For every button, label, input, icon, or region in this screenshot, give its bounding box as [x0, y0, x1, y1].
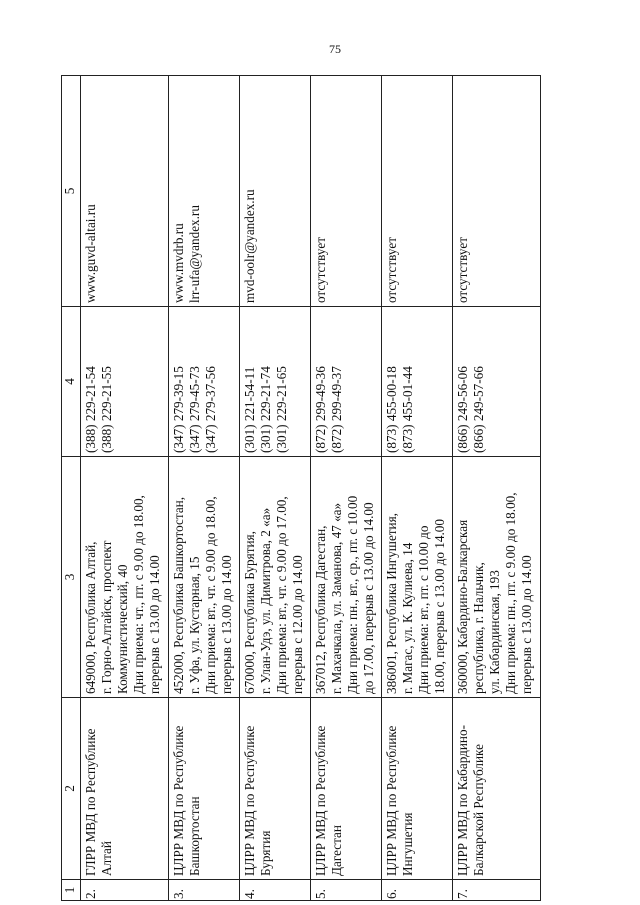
website-email: www.mvdrb.ru: [170, 223, 186, 303]
address-line: перерыв с 13.00 до 14.00: [147, 555, 162, 694]
website-email: отсутствует: [384, 237, 400, 303]
column-header: 3: [62, 457, 81, 698]
row-number-cell: [81, 880, 169, 901]
address-line: Дни приема: пн., вт., ср., пт. с 10.00: [344, 495, 360, 694]
address-cell: [168, 457, 239, 698]
row-number: 6.: [384, 889, 400, 899]
contact-cell: [81, 76, 169, 307]
address-line: г. Магас, ул. К. Кулиева, 14: [400, 542, 416, 694]
address-line: г. Улан-Удэ, ул. Димитрова, 2 «а»: [257, 507, 273, 694]
website-email: www.guvd-altai.ru: [83, 204, 98, 303]
phone-number: (347) 279-45-73: [186, 366, 202, 453]
row-number: 2.: [83, 889, 98, 899]
table-row: [382, 76, 453, 901]
table-row: [239, 76, 310, 901]
table-body: [81, 76, 541, 901]
website-email: lrr-ufa@yandex.ru: [186, 205, 202, 303]
address-line: 367012, Республика Дагестан,: [312, 525, 328, 694]
organization-cell: [81, 698, 169, 880]
phone-number: (347) 279-37-56: [202, 366, 218, 453]
organization-cell: [382, 698, 453, 880]
address-line: Дни приема: вт., чт. с 9.00 до 18.00,: [202, 496, 218, 694]
row-number-cell: [168, 880, 239, 901]
table-row: [453, 76, 541, 901]
website-email: отсутствует: [455, 237, 471, 303]
column-header: 5: [62, 76, 81, 307]
row-number-cell: [310, 880, 381, 901]
phone-number: (388) 229-21-55: [99, 366, 114, 453]
address-line: 386001, Республика Ингушетия,: [384, 513, 400, 694]
contact-cell: [453, 76, 541, 307]
address-cell: [239, 457, 310, 698]
column-header: 1: [62, 880, 81, 901]
website-email: отсутствует: [312, 237, 328, 303]
phone-number: (301) 221-54-11: [241, 366, 257, 453]
address-line: Коммунистический, 40: [115, 564, 130, 694]
address-line: до 17.00, перерыв с 13.00 до 14.00: [360, 502, 376, 694]
organization-name: ЦЛРР МВД по Республике Башкортостан: [170, 725, 202, 876]
row-number-cell: [239, 880, 310, 901]
phone-cell: [453, 307, 541, 457]
authorities-table: [61, 75, 541, 901]
row-number: 5.: [312, 889, 328, 899]
address-line: г. Махачкала, ул. Заманова, 47 «а»: [328, 502, 344, 694]
address-line: 452000, Республика Башкортостан,: [170, 496, 186, 694]
address-line: перерыв с 13.00 до 14.00: [218, 555, 234, 694]
organization-cell: [453, 698, 541, 880]
header-row: [62, 76, 81, 901]
address-cell: [453, 457, 541, 698]
address-line: Дни приема: вт., чт. с 9.00 до 17.00,: [273, 496, 289, 694]
phone-number: (873) 455-01-44: [400, 366, 416, 453]
contact-cell: [168, 76, 239, 307]
row-number: 3.: [170, 889, 186, 899]
phone-number: (873) 455-00-18: [384, 366, 400, 453]
rotated-table-wrapper: [61, 76, 541, 901]
row-number-cell: [382, 880, 453, 901]
phone-number: (866) 249-57-66: [471, 366, 487, 453]
organization-name: ГЛРР МВД по Республике Алтай: [83, 728, 114, 876]
phone-cell: [168, 307, 239, 457]
phone-number: (872) 299-49-36: [312, 366, 328, 453]
table-row: [310, 76, 381, 901]
organization-cell: [310, 698, 381, 880]
address-cell: [382, 457, 453, 698]
address-line: г. Горно-Алтайск, проспект: [99, 540, 114, 694]
address-cell: [81, 457, 169, 698]
phone-number: (301) 229-21-74: [257, 366, 273, 453]
organization-cell: [168, 698, 239, 880]
address-line: 670000, Республика Бурятия,: [241, 531, 257, 694]
address-line: перерыв с 13.00 до 14.00: [519, 555, 535, 694]
column-header: 2: [62, 698, 81, 880]
row-number: 4.: [241, 889, 257, 899]
phone-number: (866) 249-56-06: [455, 366, 471, 453]
row-number-cell: [453, 880, 541, 901]
table-row: [168, 76, 239, 901]
page-number: 75: [329, 42, 341, 56]
phone-cell: [81, 307, 169, 457]
rotated-table-area: [61, 76, 640, 899]
organization-cell: [239, 698, 310, 880]
phone-number: (347) 279-39-15: [170, 366, 186, 453]
column-header: 4: [62, 307, 81, 457]
contact-cell: [239, 76, 310, 307]
address-line: 360000, Кабардино-Балкарская: [455, 519, 471, 694]
organization-name: ЦЛРР МВД по Республике Бурятия: [241, 725, 273, 876]
phone-number: (301) 229-21-65: [273, 366, 289, 453]
phone-cell: [310, 307, 381, 457]
address-line: перерыв с 12.00 до 14.00: [289, 555, 305, 694]
row-number: 7.: [455, 889, 471, 899]
address-cell: [310, 457, 381, 698]
address-line: 18.00, перерыв с 13.00 до 14.00: [432, 519, 448, 694]
address-line: Дни приема: пн., пт. с 9.00 до 18.00,: [503, 492, 519, 694]
address-line: Дни приема: вт., пт. с 10.00 до: [416, 525, 432, 694]
phone-number: (388) 229-21-54: [83, 366, 98, 453]
contact-cell: [382, 76, 453, 307]
phone-number: (872) 299-49-37: [328, 366, 344, 453]
address-line: Дни приема: чт., пт. с 9.00 до 18.00,: [131, 495, 146, 694]
address-line: г. Уфа, ул. Кустарная, 15: [186, 556, 202, 694]
organization-name: ЦЛРР МВД по Республике Ингушетия: [384, 725, 416, 876]
phone-cell: [382, 307, 453, 457]
address-line: ул. Кабардинская, 193: [487, 570, 503, 694]
organization-name: ЦЛРР МВД по Республике Дагестан: [312, 725, 344, 876]
website-email: mvd-oolr@yandex.ru: [241, 189, 257, 303]
organization-name: ЦЛРР МВД по Кабардино-Балкарской Республике: [455, 725, 487, 876]
address-line: республика, г. Нальчик,: [471, 562, 487, 694]
contact-cell: [310, 76, 381, 307]
phone-cell: [239, 307, 310, 457]
address-line: 649000, Республика Алтай,: [83, 541, 98, 694]
table-row: [81, 76, 169, 901]
